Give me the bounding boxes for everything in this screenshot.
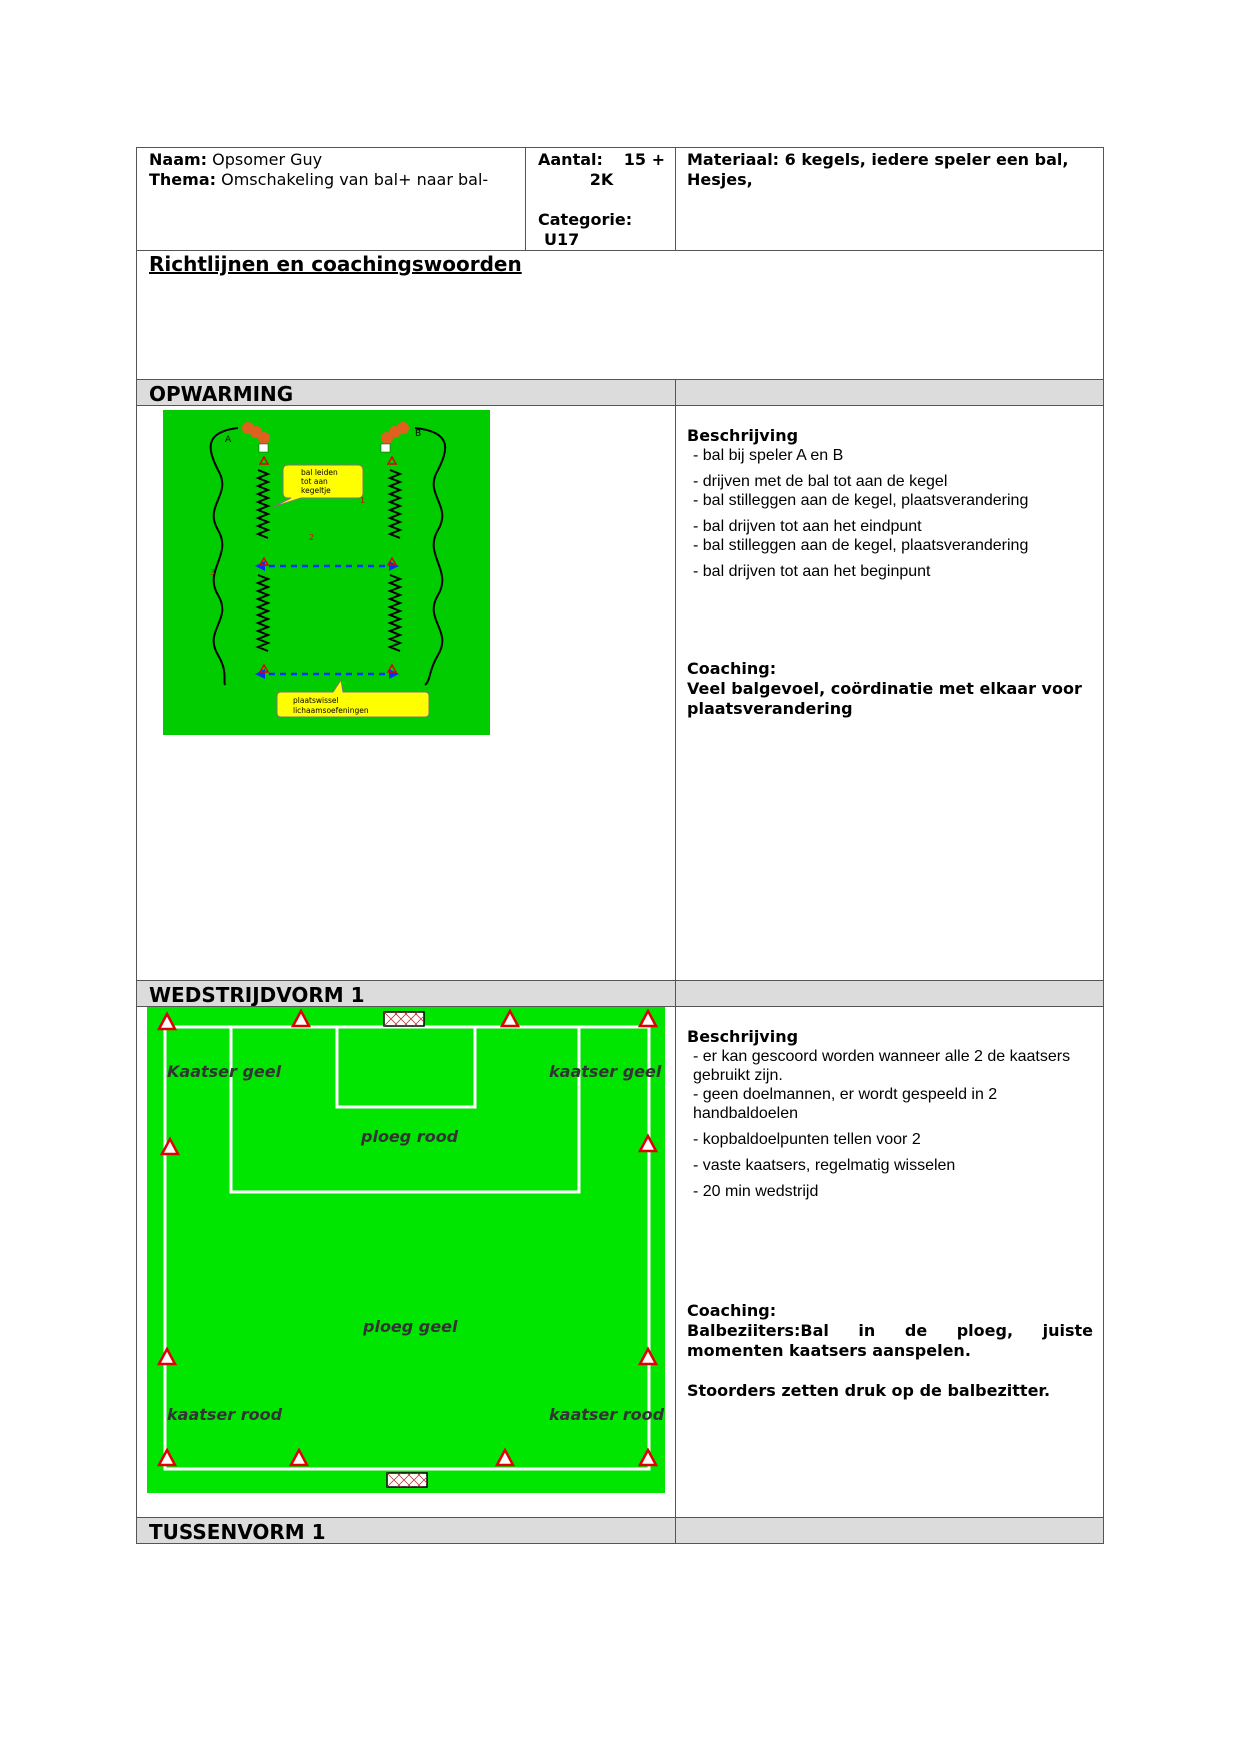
svg-text:bal leiden: bal leiden [301,468,338,477]
thema-value: Omschakeling van bal+ naar bal- [221,170,489,189]
list-item: - 20 min wedstrijd [693,1183,819,1200]
opwarming-coaching-text: Veel balgevoel, coördinatie met elkaar voor plaatsverandering [687,679,1082,718]
opwarming-description-cell [675,405,1104,981]
header-materiaal [675,147,1104,251]
list-item: - kopbaldoelpunten tellen voor 2 [693,1131,921,1148]
list-item: - geen doelmannen, er wordt gespeeld in 2 handbaldoelen [693,1086,998,1122]
opwarming-coaching-label: Coaching: [687,659,777,678]
list-item: - drijven met de bal tot aan de kegel [693,473,948,490]
opwarming-desc-title: Beschrijving [687,426,799,445]
tussenvorm-title: TUSSENVORM 1 [149,1520,326,1544]
warmup-diagram [163,410,490,735]
num-1: 1 [360,496,366,505]
wedstrijdvorm-coaching-text2: Stoorders zetten druk op de balbezitter. [687,1381,1051,1400]
list-item: - bal drijven tot aan het eindpunt [693,518,922,535]
naam-value: Opsomer Guy [212,150,323,169]
wedstrijdvorm-field-cell [136,1006,676,1518]
categorie-label: Categorie: [538,210,633,229]
categorie-value: U17 [544,230,580,249]
materiaal-value2: Hesjes, [687,170,753,189]
opwarming-header [136,379,676,406]
player-icon [258,432,270,444]
player-icon [381,432,393,444]
num-3: 3 [210,568,216,577]
ploeg-geel: ploeg geel [363,1317,458,1336]
opwarming-title: OPWARMING [149,382,294,406]
label-b: B [415,429,422,439]
svg-text:tot aan: tot aan [301,477,328,486]
tussenvorm-header [136,1517,676,1544]
goal-top-icon [384,1012,424,1026]
wedstrijdvorm-title: WEDSTRIJDVORM 1 [149,983,365,1007]
opwarming-diagram-cell [136,405,676,981]
naam-label: Naam: [149,150,208,169]
header-name-theme [136,147,526,251]
match-field [147,1007,665,1493]
guidelines-section [136,250,1104,380]
player-icon [381,444,390,452]
wedstrijdvorm-desc-title: Beschrijving [687,1027,799,1046]
guidelines-title: Richtlijnen en coachingswoorden [149,252,522,276]
tussenvorm-header-right [675,1517,1104,1544]
opwarming-header-right [675,379,1104,406]
kaatser-geel-left: Kaatser geel [167,1062,282,1081]
goal-bottom-icon [387,1473,427,1487]
wedstrijdvorm-coaching-text1: Balbeziiters:Bal in de ploeg, juiste momenten kaatsers aanspelen. [687,1321,1093,1360]
kaatser-rood-left: kaatser rood [167,1405,283,1424]
wedstrijdvorm-list [687,1047,1093,1201]
label-a: A [225,435,232,445]
ploeg-rood: ploeg rood [361,1127,459,1146]
num-2: 2 [309,533,315,542]
list-item: - bal stilleggen aan de kegel, plaatsverandering [693,492,1029,509]
wedstrijdvorm-header [136,980,676,1007]
thema-label: Thema: [149,170,217,189]
wedstrijdvorm-description-cell [675,1006,1104,1518]
opwarming-list [687,446,1093,581]
wedstrijdvorm-header-right [675,980,1104,1007]
svg-text:plaatswissel: plaatswissel [293,696,339,705]
svg-text:lichaamsoefeningen: lichaamsoefeningen [293,706,369,715]
materiaal-label: Materiaal: [687,150,780,169]
aantal-value: 15 + [623,150,665,169]
lesson-sheet [136,147,1104,1544]
kaatser-geel-right: kaatser geel [549,1062,662,1081]
header-aantal [525,147,676,251]
aantal-value2: 2K [589,170,614,189]
list-item: - bal drijven tot aan het beginpunt [693,563,931,580]
svg-text:kegeltje: kegeltje [301,486,331,495]
list-item: - vaste kaatsers, regelmatig wisselen [693,1157,956,1174]
list-item: - bal bij speler A en B [693,447,844,464]
list-item: - bal stilleggen aan de kegel, plaatsverandering [693,537,1029,554]
kaatser-rood-right: kaatser rood [549,1405,665,1424]
wedstrijdvorm-coaching-label: Coaching: [687,1301,777,1320]
materiaal-value: 6 kegels, iedere speler een bal, [784,150,1069,169]
list-item: - er kan gescoord worden wanneer alle 2 de kaatsers gebruikt zijn. [693,1048,1071,1084]
player-icon [259,444,268,452]
aantal-label: Aantal: [538,150,603,169]
